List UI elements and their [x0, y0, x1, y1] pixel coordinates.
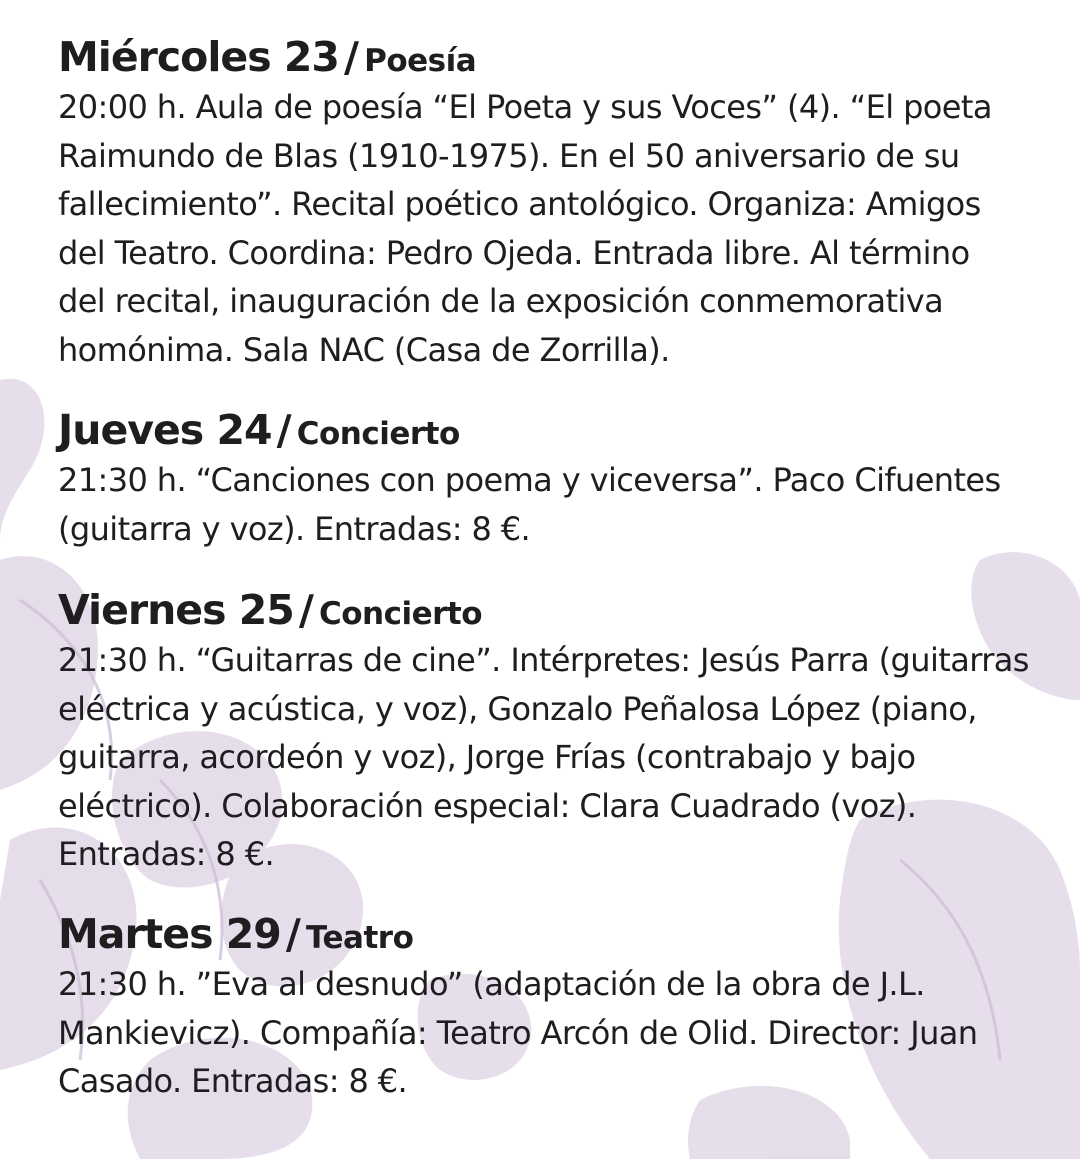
description-line: homónima. Sala NAC (Casa de Zorrilla). — [58, 330, 670, 369]
event-description — [58, 960, 1080, 1106]
description-line: guitarra, acordeón y voz), Jorge Frías (contrabajo y bajo — [58, 738, 916, 776]
event-tuesday-29 — [58, 908, 1080, 1106]
separator: / — [276, 406, 292, 454]
event-category: Concierto — [319, 596, 483, 632]
description-line: 21:30 h. “Guitarras de cine”. Intérpretes: Jesús Parra (guitarras — [58, 641, 1029, 679]
event-heading — [58, 404, 1080, 456]
event-heading — [58, 31, 1080, 83]
event-day: Miércoles 23 — [58, 33, 339, 81]
event-description — [58, 636, 1080, 879]
event-heading — [58, 584, 1080, 636]
description-line: Casado. Entradas: 8 €. — [58, 1062, 408, 1100]
event-wednesday-23 — [58, 31, 1080, 374]
description-line: 21:30 h. ”Eva al desnudo” (adaptación de la obra de J.L. — [58, 965, 925, 1003]
description-line: (guitarra y voz). Entradas: 8 €. — [58, 509, 531, 548]
event-day: Jueves 24 — [58, 406, 272, 454]
event-category: Teatro — [306, 920, 414, 956]
event-thursday-24 — [58, 404, 1080, 553]
event-friday-25 — [58, 584, 1080, 879]
description-line: fallecimiento”. Recital poético antológico. Organiza: Amigos — [58, 185, 981, 223]
event-category: Poesía — [364, 43, 477, 79]
event-heading — [58, 908, 1080, 960]
description-line: 20:00 h. Aula de poesía “El Poeta y sus Voces” (4). “El poeta — [58, 88, 992, 126]
description-line: Raimundo de Blas (1910-1975). En el 50 aniversario de su — [58, 136, 960, 175]
description-line: Mankievicz). Compañía: Teatro Arcón de Olid. Director: Juan — [58, 1013, 978, 1052]
event-category: Concierto — [296, 416, 460, 452]
event-day: Martes 29 — [58, 910, 281, 958]
separator: / — [285, 910, 301, 958]
event-day: Viernes 25 — [58, 586, 294, 634]
description-line: 21:30 h. “Canciones con poema y viceversa”. Paco Cifuentes — [58, 461, 1001, 499]
description-line: Entradas: 8 €. — [58, 835, 275, 873]
description-line: del Teatro. Coordina: Pedro Ojeda. Entrada libre. Al término — [58, 233, 970, 272]
event-description — [58, 83, 1080, 374]
description-line: eléctrica y acústica, y voz), Gonzalo Peñalosa López (piano, — [58, 689, 977, 728]
description-line: eléctrico). Colaboración especial: Clara Cuadrado (voz). — [58, 786, 917, 825]
description-line: del recital, inauguración de la exposición conmemorativa — [58, 282, 944, 320]
event-description — [58, 456, 1080, 553]
separator: / — [344, 33, 360, 81]
separator: / — [298, 586, 314, 634]
